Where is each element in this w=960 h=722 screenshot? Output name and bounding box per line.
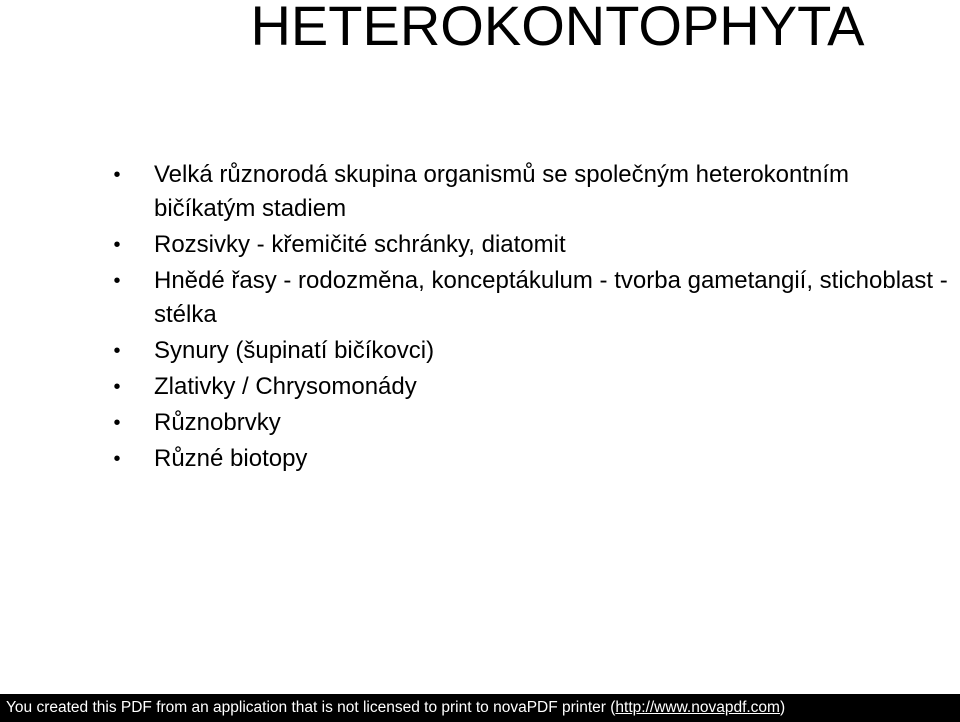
bullet-icon: • <box>113 234 121 256</box>
bullet-item <box>110 334 950 368</box>
bullet-item <box>110 228 950 262</box>
bullet-icon: • <box>113 164 121 186</box>
bullet-item <box>110 442 950 476</box>
bullet-icon: • <box>113 412 121 434</box>
bullet-text: Zlativky / Chrysomonády <box>154 373 417 400</box>
bullet-text: Synury (šupinatí bičíkovci) <box>154 337 435 364</box>
bullet-icon: • <box>113 270 121 292</box>
footer-text-end: ) <box>779 699 786 716</box>
novapdf-link[interactable]: http://www.novapdf.com <box>615 699 780 716</box>
bullet-list <box>110 158 950 478</box>
bullet-text: Různobrvky <box>154 409 281 436</box>
license-footer-banner <box>0 694 960 722</box>
slide-title: HETEROKONTOPHYTA <box>250 0 865 57</box>
bullet-item <box>110 264 950 332</box>
bullet-item <box>110 158 950 226</box>
bullet-text: Různé biotopy <box>154 445 308 472</box>
bullet-text: Velká různorodá skupina organismů se společným heterokontním bičíkatým stadiem <box>154 161 850 222</box>
bullet-icon: • <box>113 448 121 470</box>
bullet-item <box>110 370 950 404</box>
bullet-icon: • <box>113 376 121 398</box>
bullet-item <box>110 406 950 440</box>
bullet-icon: • <box>113 340 121 362</box>
bullet-text: Hnědé řasy - rodozměna, konceptákulum - tvorba gametangií, stichoblast - stélka <box>154 267 948 328</box>
footer-text: You created this PDF from an application that is not licensed to print to novaPDF printer ( <box>6 699 616 716</box>
bullet-text: Rozsivky - křemičité schránky, diatomit <box>154 231 566 258</box>
